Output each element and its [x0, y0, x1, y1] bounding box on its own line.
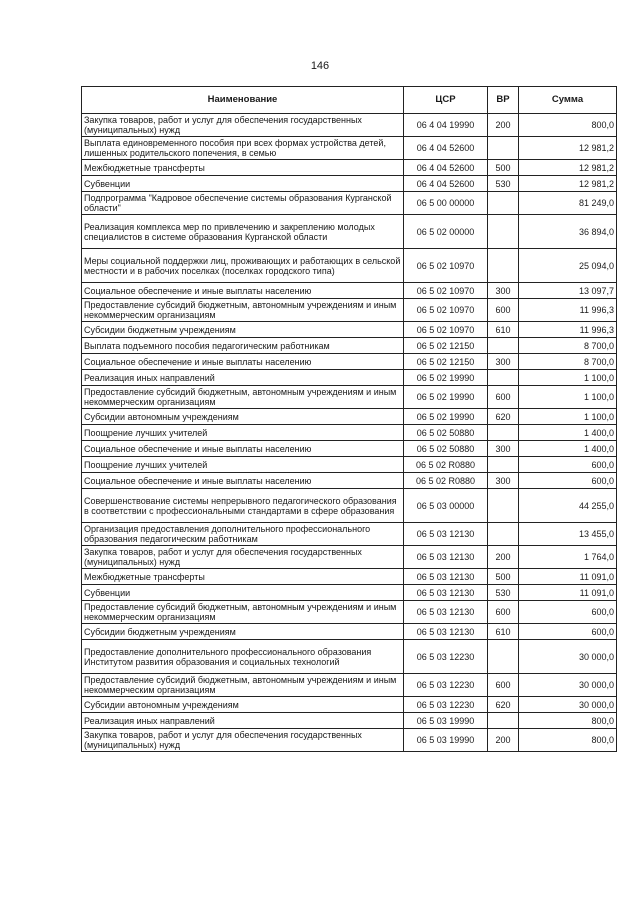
row-name-cell: Предоставление субсидий бюджетным, автономным учреждениям и иным некоммерческим организациям	[82, 386, 404, 409]
row-csr-cell: 06 5 03 19990	[404, 713, 488, 729]
row-name-cell: Подпрограмма "Кадровое обеспечение системы образования Курганской области"	[82, 192, 404, 215]
row-csr-cell: 06 5 03 00000	[404, 489, 488, 523]
row-sum-cell: 30 000,0	[519, 640, 617, 674]
table-row	[82, 441, 617, 457]
row-csr-cell: 06 5 03 12130	[404, 585, 488, 601]
table-body	[82, 114, 617, 752]
row-csr-cell: 06 5 03 12230	[404, 674, 488, 697]
row-sum-cell: 600,0	[519, 457, 617, 473]
row-name-cell: Предоставление субсидий бюджетным, автономным учреждениям и иным некоммерческим организациям	[82, 674, 404, 697]
row-csr-cell: 06 5 02 10970	[404, 249, 488, 283]
row-vr-cell: 300	[488, 473, 519, 489]
table-row	[82, 283, 617, 299]
row-vr-cell: 300	[488, 441, 519, 457]
row-name-cell: Субсидии автономным учреждениям	[82, 409, 404, 425]
row-vr-cell: 610	[488, 322, 519, 338]
row-sum-cell: 30 000,0	[519, 674, 617, 697]
table-row	[82, 160, 617, 176]
row-name-cell: Совершенствование системы непрерывного педагогического образования в соответствии с профессиональными стандартами в сфере образования	[82, 489, 404, 523]
table-row	[82, 338, 617, 354]
header-name: Наименование	[82, 87, 404, 114]
row-name-cell: Субсидии бюджетным учреждениям	[82, 624, 404, 640]
row-sum-cell: 1 400,0	[519, 425, 617, 441]
header-csr: ЦСР	[404, 87, 488, 114]
table-row	[82, 215, 617, 249]
table-row	[82, 354, 617, 370]
row-name-cell: Меры социальной поддержки лиц, проживающих и работающих в сельской местности и в рабочих поселках (поселках городского типа)	[82, 249, 404, 283]
row-sum-cell: 12 981,2	[519, 137, 617, 160]
row-sum-cell: 800,0	[519, 114, 617, 137]
row-vr-cell: 200	[488, 114, 519, 137]
row-name-cell: Закупка товаров, работ и услуг для обеспечения государственных (муниципальных) нужд	[82, 729, 404, 752]
row-sum-cell: 600,0	[519, 624, 617, 640]
table-row	[82, 322, 617, 338]
row-vr-cell	[488, 640, 519, 674]
row-csr-cell: 06 4 04 52600	[404, 160, 488, 176]
header-sum: Сумма	[519, 87, 617, 114]
row-name-cell: Закупка товаров, работ и услуг для обеспечения государственных (муниципальных) нужд	[82, 546, 404, 569]
table-row	[82, 585, 617, 601]
row-sum-cell: 1 764,0	[519, 546, 617, 569]
row-name-cell: Межбюджетные трансферты	[82, 160, 404, 176]
table-row	[82, 249, 617, 283]
row-name-cell: Субвенции	[82, 585, 404, 601]
row-sum-cell: 600,0	[519, 601, 617, 624]
row-name-cell: Предоставление субсидий бюджетным, автономным учреждениям и иным некоммерческим организациям	[82, 299, 404, 322]
row-sum-cell: 1 100,0	[519, 370, 617, 386]
row-sum-cell: 81 249,0	[519, 192, 617, 215]
row-sum-cell: 30 000,0	[519, 697, 617, 713]
budget-table	[81, 86, 617, 752]
row-csr-cell: 06 5 02 10970	[404, 283, 488, 299]
header-vr: ВР	[488, 87, 519, 114]
row-vr-cell	[488, 137, 519, 160]
table-row	[82, 137, 617, 160]
row-sum-cell: 36 894,0	[519, 215, 617, 249]
row-sum-cell: 13 455,0	[519, 523, 617, 546]
row-csr-cell: 06 5 03 12130	[404, 624, 488, 640]
table-row	[82, 409, 617, 425]
row-csr-cell: 06 5 03 12130	[404, 523, 488, 546]
table-row	[82, 299, 617, 322]
row-csr-cell: 06 4 04 52600	[404, 176, 488, 192]
row-csr-cell: 06 5 02 R0880	[404, 457, 488, 473]
row-sum-cell: 11 091,0	[519, 569, 617, 585]
row-name-cell: Выплата подъемного пособия педагогическим работникам	[82, 338, 404, 354]
table-row	[82, 697, 617, 713]
row-vr-cell	[488, 425, 519, 441]
table-row	[82, 370, 617, 386]
row-sum-cell: 12 981,2	[519, 160, 617, 176]
table-row	[82, 640, 617, 674]
row-vr-cell: 300	[488, 354, 519, 370]
row-name-cell: Предоставление дополнительного профессионального образования Институтом развития образования и социальных технологий	[82, 640, 404, 674]
row-vr-cell: 300	[488, 283, 519, 299]
table-row	[82, 489, 617, 523]
row-vr-cell: 600	[488, 674, 519, 697]
row-csr-cell: 06 5 02 12150	[404, 354, 488, 370]
row-sum-cell: 11 091,0	[519, 585, 617, 601]
row-name-cell: Предоставление субсидий бюджетным, автономным учреждениям и иным некоммерческим организациям	[82, 601, 404, 624]
table-row	[82, 569, 617, 585]
row-name-cell: Субвенции	[82, 176, 404, 192]
row-csr-cell: 06 5 03 12230	[404, 640, 488, 674]
table-row	[82, 674, 617, 697]
row-sum-cell: 1 400,0	[519, 441, 617, 457]
row-vr-cell: 500	[488, 160, 519, 176]
row-csr-cell: 06 5 02 10970	[404, 322, 488, 338]
row-csr-cell: 06 5 02 19990	[404, 409, 488, 425]
row-csr-cell: 06 5 03 19990	[404, 729, 488, 752]
row-sum-cell: 11 996,3	[519, 299, 617, 322]
row-name-cell: Организация предоставления дополнительного профессионального образования педагогическим работникам	[82, 523, 404, 546]
row-sum-cell: 800,0	[519, 713, 617, 729]
row-vr-cell: 530	[488, 176, 519, 192]
row-sum-cell: 8 700,0	[519, 338, 617, 354]
table-row	[82, 473, 617, 489]
row-csr-cell: 06 5 02 19990	[404, 386, 488, 409]
row-name-cell: Социальное обеспечение и иные выплаты населению	[82, 473, 404, 489]
row-name-cell: Социальное обеспечение и иные выплаты населению	[82, 441, 404, 457]
row-vr-cell: 530	[488, 585, 519, 601]
row-sum-cell: 12 981,2	[519, 176, 617, 192]
row-sum-cell: 44 255,0	[519, 489, 617, 523]
row-csr-cell: 06 5 03 12130	[404, 601, 488, 624]
row-csr-cell: 06 5 02 50880	[404, 425, 488, 441]
row-vr-cell: 600	[488, 386, 519, 409]
row-csr-cell: 06 5 00 00000	[404, 192, 488, 215]
row-csr-cell: 06 5 02 10970	[404, 299, 488, 322]
row-sum-cell: 1 100,0	[519, 386, 617, 409]
table-header-row	[82, 87, 617, 114]
row-name-cell: Социальное обеспечение и иные выплаты населению	[82, 283, 404, 299]
table-row	[82, 192, 617, 215]
row-vr-cell	[488, 338, 519, 354]
row-name-cell: Выплата единовременного пособия при всех формах устройства детей, лишенных родительского попечения, в семью	[82, 137, 404, 160]
row-vr-cell	[488, 457, 519, 473]
row-csr-cell: 06 5 02 19990	[404, 370, 488, 386]
row-name-cell: Поощрение лучших учителей	[82, 457, 404, 473]
table-row	[82, 546, 617, 569]
row-vr-cell: 620	[488, 697, 519, 713]
row-csr-cell: 06 5 02 50880	[404, 441, 488, 457]
row-csr-cell: 06 4 04 19990	[404, 114, 488, 137]
row-vr-cell	[488, 192, 519, 215]
table-row	[82, 176, 617, 192]
row-name-cell: Субсидии бюджетным учреждениям	[82, 322, 404, 338]
row-name-cell: Закупка товаров, работ и услуг для обеспечения государственных (муниципальных) нужд	[82, 114, 404, 137]
row-csr-cell: 06 5 02 00000	[404, 215, 488, 249]
row-vr-cell: 200	[488, 546, 519, 569]
row-name-cell: Межбюджетные трансферты	[82, 569, 404, 585]
row-vr-cell: 620	[488, 409, 519, 425]
row-vr-cell	[488, 370, 519, 386]
row-name-cell: Субсидии автономным учреждениям	[82, 697, 404, 713]
row-csr-cell: 06 5 02 R0880	[404, 473, 488, 489]
row-name-cell: Реализация иных направлений	[82, 370, 404, 386]
row-sum-cell: 25 094,0	[519, 249, 617, 283]
row-csr-cell: 06 5 03 12230	[404, 697, 488, 713]
table-row	[82, 523, 617, 546]
row-vr-cell	[488, 249, 519, 283]
row-sum-cell: 1 100,0	[519, 409, 617, 425]
row-vr-cell: 600	[488, 601, 519, 624]
row-vr-cell: 200	[488, 729, 519, 752]
row-sum-cell: 600,0	[519, 473, 617, 489]
row-name-cell: Реализация иных направлений	[82, 713, 404, 729]
table-row	[82, 729, 617, 752]
row-vr-cell: 600	[488, 299, 519, 322]
row-sum-cell: 8 700,0	[519, 354, 617, 370]
row-name-cell: Реализация комплекса мер по привлечению и закреплению молодых специалистов в системе образования Курганской области	[82, 215, 404, 249]
table-row	[82, 713, 617, 729]
table-row	[82, 114, 617, 137]
row-vr-cell	[488, 215, 519, 249]
table-row	[82, 457, 617, 473]
row-csr-cell: 06 5 03 12130	[404, 546, 488, 569]
row-vr-cell	[488, 523, 519, 546]
table-row	[82, 386, 617, 409]
table-row	[82, 425, 617, 441]
row-sum-cell: 11 996,3	[519, 322, 617, 338]
row-csr-cell: 06 4 04 52600	[404, 137, 488, 160]
row-name-cell: Поощрение лучших учителей	[82, 425, 404, 441]
table-row	[82, 624, 617, 640]
page-number: 146	[310, 60, 330, 72]
row-csr-cell: 06 5 02 12150	[404, 338, 488, 354]
row-vr-cell: 610	[488, 624, 519, 640]
row-vr-cell	[488, 713, 519, 729]
row-name-cell: Социальное обеспечение и иные выплаты населению	[82, 354, 404, 370]
row-csr-cell: 06 5 03 12130	[404, 569, 488, 585]
row-sum-cell: 800,0	[519, 729, 617, 752]
table-row	[82, 601, 617, 624]
row-vr-cell: 500	[488, 569, 519, 585]
row-sum-cell: 13 097,7	[519, 283, 617, 299]
row-vr-cell	[488, 489, 519, 523]
